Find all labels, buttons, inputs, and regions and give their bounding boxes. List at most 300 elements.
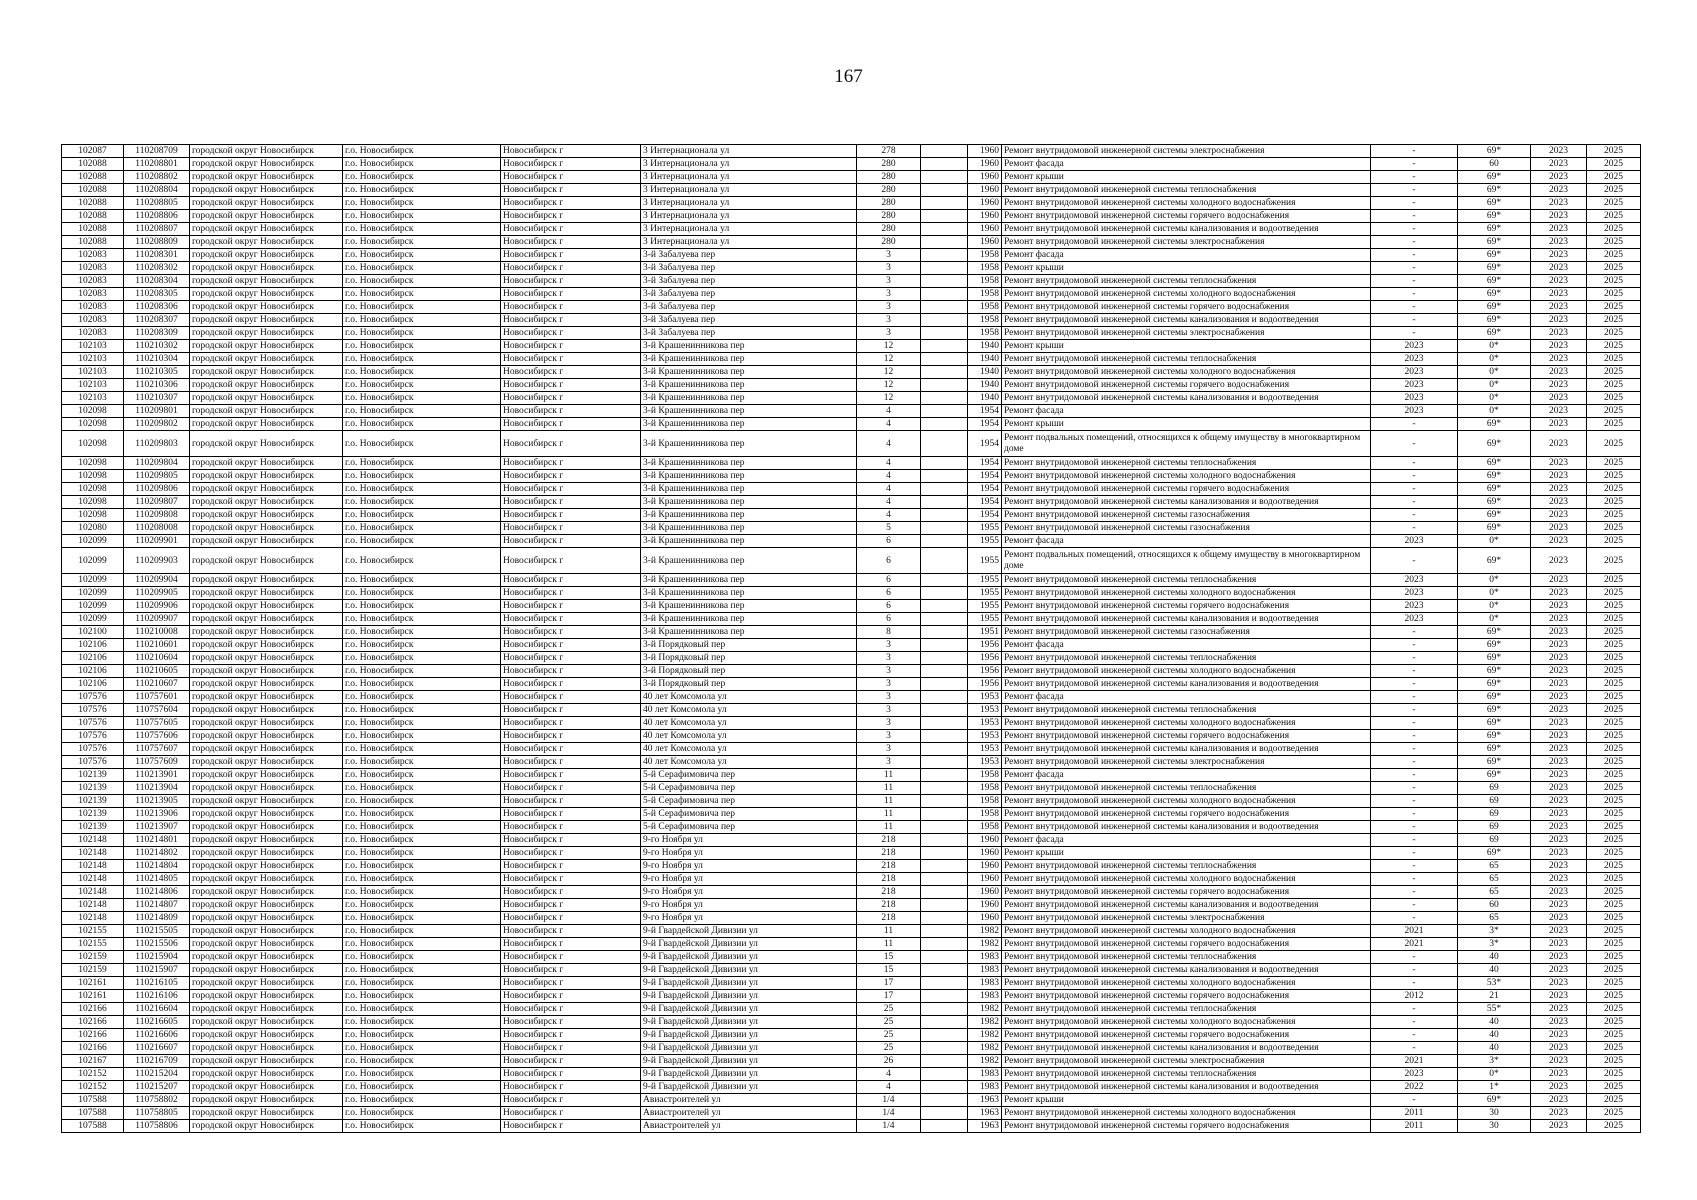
cell-house-number: 11 <box>857 769 921 782</box>
cell-building <box>921 210 968 223</box>
cell-plan-end-year: 2025 <box>1587 223 1641 236</box>
cell-work-type: Ремонт внутридомовой инженерной системы канализования и водоотведения <box>1002 1042 1371 1055</box>
cell-street: 9-й Гвардейской Дивизии ул <box>641 1042 857 1055</box>
cell-build-year: 1953 <box>968 691 1002 704</box>
cell-municipality: городской округ Новосибирск <box>190 197 343 210</box>
cell-work-id: 110209808 <box>124 509 190 522</box>
cell-municipal-district: г.о. Новосибирск <box>343 574 501 587</box>
cell-house-id: 102099 <box>62 587 124 600</box>
cell-house-number: 11 <box>857 938 921 951</box>
cell-work-id: 110208307 <box>124 314 190 327</box>
cell-wear-percent: 69* <box>1458 431 1531 457</box>
table-row <box>62 301 1641 314</box>
cell-locality: Новосибирск г <box>501 158 641 171</box>
cell-locality: Новосибирск г <box>501 652 641 665</box>
cell-street: 5-й Серафимовича пер <box>641 782 857 795</box>
cell-house-id: 107576 <box>62 717 124 730</box>
cell-work-type: Ремонт внутридомовой инженерной системы холодного водоснабжения <box>1002 977 1371 990</box>
cell-street: 3 Интернационала ул <box>641 210 857 223</box>
cell-municipal-district: г.о. Новосибирск <box>343 678 501 691</box>
cell-work-id: 110213904 <box>124 782 190 795</box>
table-row <box>62 457 1641 470</box>
cell-last-repair-year: - <box>1371 301 1458 314</box>
cell-work-id: 110208301 <box>124 249 190 262</box>
cell-municipality: городской округ Новосибирск <box>190 821 343 834</box>
cell-last-repair-year: - <box>1371 1016 1458 1029</box>
cell-work-type: Ремонт внутридомовой инженерной системы теплоснабжения <box>1002 353 1371 366</box>
cell-wear-percent: 0* <box>1458 535 1531 548</box>
cell-house-number: 3 <box>857 275 921 288</box>
cell-locality: Новосибирск г <box>501 249 641 262</box>
cell-plan-end-year: 2025 <box>1587 990 1641 1003</box>
cell-plan-end-year: 2025 <box>1587 1029 1641 1042</box>
cell-building <box>921 483 968 496</box>
cell-municipality: городской округ Новосибирск <box>190 912 343 925</box>
cell-municipality: городской округ Новосибирск <box>190 262 343 275</box>
cell-last-repair-year: - <box>1371 236 1458 249</box>
cell-plan-start-year: 2023 <box>1531 795 1587 808</box>
cell-wear-percent: 69* <box>1458 496 1531 509</box>
cell-house-number: 218 <box>857 899 921 912</box>
cell-municipality: городской округ Новосибирск <box>190 639 343 652</box>
cell-build-year: 1958 <box>968 795 1002 808</box>
cell-build-year: 1960 <box>968 223 1002 236</box>
cell-build-year: 1958 <box>968 769 1002 782</box>
cell-wear-percent: 30 <box>1458 1120 1531 1133</box>
cell-locality: Новосибирск г <box>501 1068 641 1081</box>
table-row <box>62 639 1641 652</box>
cell-work-type: Ремонт крыши <box>1002 340 1371 353</box>
cell-plan-end-year: 2025 <box>1587 210 1641 223</box>
cell-house-number: 3 <box>857 756 921 769</box>
cell-street: 3-й Крашенинникова пер <box>641 587 857 600</box>
cell-work-id: 110216606 <box>124 1029 190 1042</box>
cell-plan-start-year: 2023 <box>1531 1055 1587 1068</box>
cell-building <box>921 509 968 522</box>
cell-locality: Новосибирск г <box>501 236 641 249</box>
cell-municipality: городской округ Новосибирск <box>190 431 343 457</box>
cell-wear-percent: 69 <box>1458 808 1531 821</box>
cell-locality: Новосибирск г <box>501 262 641 275</box>
cell-house-id: 102099 <box>62 535 124 548</box>
cell-work-type: Ремонт внутридомовой инженерной системы горячего водоснабжения <box>1002 379 1371 392</box>
table-row <box>62 405 1641 418</box>
cell-work-id: 110214801 <box>124 834 190 847</box>
cell-municipal-district: г.о. Новосибирск <box>343 405 501 418</box>
cell-house-id: 102103 <box>62 379 124 392</box>
cell-work-id: 110209805 <box>124 470 190 483</box>
cell-municipal-district: г.о. Новосибирск <box>343 808 501 821</box>
cell-house-id: 102088 <box>62 171 124 184</box>
cell-build-year: 1983 <box>968 964 1002 977</box>
cell-wear-percent: 69* <box>1458 184 1531 197</box>
cell-build-year: 1982 <box>968 925 1002 938</box>
cell-municipality: городской округ Новосибирск <box>190 405 343 418</box>
cell-building <box>921 626 968 639</box>
cell-plan-end-year: 2025 <box>1587 158 1641 171</box>
cell-work-id: 110216604 <box>124 1003 190 1016</box>
cell-municipal-district: г.о. Новосибирск <box>343 834 501 847</box>
cell-last-repair-year: - <box>1371 795 1458 808</box>
cell-house-id: 102098 <box>62 418 124 431</box>
cell-house-number: 280 <box>857 197 921 210</box>
cell-house-id: 102148 <box>62 886 124 899</box>
cell-municipal-district: г.о. Новосибирск <box>343 145 501 158</box>
cell-house-number: 12 <box>857 379 921 392</box>
cell-work-type: Ремонт внутридомовой инженерной системы теплоснабжения <box>1002 652 1371 665</box>
cell-plan-start-year: 2023 <box>1531 1094 1587 1107</box>
cell-wear-percent: 69* <box>1458 197 1531 210</box>
cell-street: 3-й Крашенинникова пер <box>641 496 857 509</box>
cell-build-year: 1956 <box>968 665 1002 678</box>
cell-locality: Новосибирск г <box>501 899 641 912</box>
cell-plan-start-year: 2023 <box>1531 808 1587 821</box>
cell-plan-start-year: 2023 <box>1531 743 1587 756</box>
cell-plan-end-year: 2025 <box>1587 665 1641 678</box>
cell-plan-end-year: 2025 <box>1587 743 1641 756</box>
cell-house-id: 102148 <box>62 912 124 925</box>
cell-plan-start-year: 2023 <box>1531 548 1587 574</box>
cell-house-number: 6 <box>857 600 921 613</box>
cell-street: Авиастроителей ул <box>641 1107 857 1120</box>
cell-municipality: городской округ Новосибирск <box>190 938 343 951</box>
cell-street: 3-й Крашенинникова пер <box>641 535 857 548</box>
cell-municipality: городской округ Новосибирск <box>190 860 343 873</box>
cell-building <box>921 171 968 184</box>
cell-street: 3-й Крашенинникова пер <box>641 509 857 522</box>
cell-building <box>921 769 968 782</box>
cell-plan-start-year: 2023 <box>1531 652 1587 665</box>
table-row <box>62 548 1641 574</box>
cell-locality: Новосибирск г <box>501 353 641 366</box>
cell-house-id: 102088 <box>62 158 124 171</box>
cell-municipal-district: г.о. Новосибирск <box>343 691 501 704</box>
cell-last-repair-year: 2023 <box>1371 600 1458 613</box>
cell-work-id: 110208807 <box>124 223 190 236</box>
cell-house-number: 17 <box>857 977 921 990</box>
table-row <box>62 496 1641 509</box>
cell-street: 9-й Гвардейской Дивизии ул <box>641 1029 857 1042</box>
cell-wear-percent: 40 <box>1458 1029 1531 1042</box>
cell-build-year: 1954 <box>968 509 1002 522</box>
cell-wear-percent: 69* <box>1458 691 1531 704</box>
cell-street: 40 лет Комсомола ул <box>641 730 857 743</box>
cell-street: 3-й Крашенинникова пер <box>641 626 857 639</box>
cell-street: 9-го Ноября ул <box>641 899 857 912</box>
cell-last-repair-year: 2023 <box>1371 535 1458 548</box>
cell-building <box>921 418 968 431</box>
cell-locality: Новосибирск г <box>501 873 641 886</box>
cell-street: 9-й Гвардейской Дивизии ул <box>641 977 857 990</box>
cell-building <box>921 1094 968 1107</box>
cell-house-id: 102166 <box>62 1042 124 1055</box>
cell-plan-end-year: 2025 <box>1587 327 1641 340</box>
cell-work-type: Ремонт внутридомовой инженерной системы канализования и водоотведения <box>1002 678 1371 691</box>
cell-wear-percent: 40 <box>1458 964 1531 977</box>
cell-plan-end-year: 2025 <box>1587 704 1641 717</box>
cell-municipal-district: г.о. Новосибирск <box>343 210 501 223</box>
cell-work-type: Ремонт внутридомовой инженерной системы теплоснабжения <box>1002 275 1371 288</box>
cell-plan-end-year: 2025 <box>1587 717 1641 730</box>
cell-build-year: 1982 <box>968 1029 1002 1042</box>
cell-build-year: 1954 <box>968 483 1002 496</box>
cell-build-year: 1960 <box>968 847 1002 860</box>
cell-street: 9-й Гвардейской Дивизии ул <box>641 925 857 938</box>
cell-house-id: 102139 <box>62 808 124 821</box>
cell-work-id: 110209803 <box>124 431 190 457</box>
cell-municipality: городской округ Новосибирск <box>190 249 343 262</box>
cell-house-number: 25 <box>857 1003 921 1016</box>
cell-locality: Новосибирск г <box>501 821 641 834</box>
cell-municipality: городской округ Новосибирск <box>190 808 343 821</box>
table-row <box>62 691 1641 704</box>
cell-work-id: 110757607 <box>124 743 190 756</box>
table-row <box>62 366 1641 379</box>
cell-last-repair-year: - <box>1371 951 1458 964</box>
cell-wear-percent: 3* <box>1458 925 1531 938</box>
cell-house-number: 4 <box>857 483 921 496</box>
cell-last-repair-year: - <box>1371 522 1458 535</box>
cell-work-type: Ремонт внутридомовой инженерной системы холодного водоснабжения <box>1002 288 1371 301</box>
cell-wear-percent: 0* <box>1458 340 1531 353</box>
cell-build-year: 1958 <box>968 314 1002 327</box>
cell-locality: Новосибирск г <box>501 548 641 574</box>
cell-locality: Новосибирск г <box>501 145 641 158</box>
cell-house-id: 102088 <box>62 223 124 236</box>
cell-street: 3-й Крашенинникова пер <box>641 457 857 470</box>
cell-wear-percent: 40 <box>1458 1016 1531 1029</box>
cell-house-number: 6 <box>857 587 921 600</box>
cell-house-id: 102139 <box>62 795 124 808</box>
cell-municipality: городской округ Новосибирск <box>190 522 343 535</box>
cell-wear-percent: 69 <box>1458 782 1531 795</box>
cell-wear-percent: 3* <box>1458 1055 1531 1068</box>
cell-municipal-district: г.о. Новосибирск <box>343 756 501 769</box>
cell-build-year: 1940 <box>968 366 1002 379</box>
cell-municipal-district: г.о. Новосибирск <box>343 262 501 275</box>
cell-plan-end-year: 2025 <box>1587 288 1641 301</box>
cell-locality: Новосибирск г <box>501 496 641 509</box>
cell-work-id: 110208809 <box>124 236 190 249</box>
cell-work-type: Ремонт внутридомовой инженерной системы электроснабжения <box>1002 236 1371 249</box>
cell-municipal-district: г.о. Новосибирск <box>343 535 501 548</box>
cell-house-id: 102161 <box>62 977 124 990</box>
cell-work-type: Ремонт внутридомовой инженерной системы горячего водоснабжения <box>1002 483 1371 496</box>
cell-house-id: 102148 <box>62 847 124 860</box>
cell-municipal-district: г.о. Новосибирск <box>343 1016 501 1029</box>
cell-last-repair-year: 2023 <box>1371 587 1458 600</box>
cell-wear-percent: 0* <box>1458 366 1531 379</box>
cell-municipality: городской округ Новосибирск <box>190 470 343 483</box>
cell-building <box>921 470 968 483</box>
table-row <box>62 236 1641 249</box>
cell-locality: Новосибирск г <box>501 925 641 938</box>
cell-locality: Новосибирск г <box>501 431 641 457</box>
cell-municipality: городской округ Новосибирск <box>190 964 343 977</box>
cell-building <box>921 990 968 1003</box>
cell-plan-start-year: 2023 <box>1531 236 1587 249</box>
cell-plan-end-year: 2025 <box>1587 678 1641 691</box>
cell-house-number: 4 <box>857 457 921 470</box>
cell-house-number: 1/4 <box>857 1094 921 1107</box>
cell-house-id: 102152 <box>62 1081 124 1094</box>
cell-building <box>921 405 968 418</box>
cell-build-year: 1953 <box>968 717 1002 730</box>
cell-house-id: 107588 <box>62 1094 124 1107</box>
cell-street: 3-й Забалуева пер <box>641 249 857 262</box>
cell-house-number: 280 <box>857 236 921 249</box>
cell-plan-start-year: 2023 <box>1531 782 1587 795</box>
table-row <box>62 938 1641 951</box>
cell-locality: Новосибирск г <box>501 405 641 418</box>
cell-building <box>921 275 968 288</box>
cell-work-id: 110210601 <box>124 639 190 652</box>
cell-street: 9-й Гвардейской Дивизии ул <box>641 1055 857 1068</box>
cell-work-type: Ремонт крыши <box>1002 418 1371 431</box>
cell-house-id: 102106 <box>62 652 124 665</box>
cell-municipality: городской округ Новосибирск <box>190 626 343 639</box>
cell-plan-end-year: 2025 <box>1587 405 1641 418</box>
cell-work-type: Ремонт внутридомовой инженерной системы горячего водоснабжения <box>1002 990 1371 1003</box>
cell-work-id: 110208709 <box>124 145 190 158</box>
table-row <box>62 288 1641 301</box>
cell-house-id: 102083 <box>62 262 124 275</box>
cell-wear-percent: 69* <box>1458 249 1531 262</box>
cell-street: 3-й Крашенинникова пер <box>641 366 857 379</box>
cell-work-id: 110216105 <box>124 977 190 990</box>
cell-house-id: 102152 <box>62 1068 124 1081</box>
cell-municipality: городской округ Новосибирск <box>190 847 343 860</box>
cell-building <box>921 925 968 938</box>
cell-building <box>921 587 968 600</box>
cell-street: 5-й Серафимовича пер <box>641 821 857 834</box>
cell-locality: Новосибирск г <box>501 1107 641 1120</box>
cell-work-type: Ремонт внутридомовой инженерной системы теплоснабжения <box>1002 704 1371 717</box>
cell-plan-start-year: 2023 <box>1531 1107 1587 1120</box>
cell-street: 3-й Крашенинникова пер <box>641 548 857 574</box>
cell-house-number: 218 <box>857 873 921 886</box>
cell-building <box>921 600 968 613</box>
cell-street: 3-й Крашенинникова пер <box>641 522 857 535</box>
cell-house-id: 102106 <box>62 678 124 691</box>
cell-locality: Новосибирск г <box>501 977 641 990</box>
cell-last-repair-year: - <box>1371 327 1458 340</box>
cell-last-repair-year: 2022 <box>1371 1081 1458 1094</box>
cell-work-id: 110209901 <box>124 535 190 548</box>
cell-house-id: 107576 <box>62 730 124 743</box>
table-row <box>62 483 1641 496</box>
cell-build-year: 1954 <box>968 418 1002 431</box>
cell-work-id: 110215506 <box>124 938 190 951</box>
cell-building <box>921 548 968 574</box>
cell-plan-start-year: 2023 <box>1531 353 1587 366</box>
cell-municipal-district: г.о. Новосибирск <box>343 1003 501 1016</box>
cell-plan-end-year: 2025 <box>1587 574 1641 587</box>
cell-building <box>921 873 968 886</box>
cell-locality: Новосибирск г <box>501 1042 641 1055</box>
cell-work-type: Ремонт внутридомовой инженерной системы канализования и водоотведения <box>1002 743 1371 756</box>
cell-house-id: 102098 <box>62 405 124 418</box>
cell-building <box>921 1055 968 1068</box>
cell-build-year: 1960 <box>968 860 1002 873</box>
cell-house-id: 102088 <box>62 210 124 223</box>
cell-house-id: 102099 <box>62 613 124 626</box>
cell-plan-end-year: 2025 <box>1587 249 1641 262</box>
cell-municipality: городской округ Новосибирск <box>190 392 343 405</box>
cell-wear-percent: 60 <box>1458 158 1531 171</box>
cell-last-repair-year: - <box>1371 652 1458 665</box>
cell-municipality: городской округ Новосибирск <box>190 600 343 613</box>
cell-municipal-district: г.о. Новосибирск <box>343 587 501 600</box>
cell-municipal-district: г.о. Новосибирск <box>343 340 501 353</box>
cell-build-year: 1953 <box>968 756 1002 769</box>
table-row <box>62 834 1641 847</box>
cell-last-repair-year: - <box>1371 717 1458 730</box>
cell-work-type: Ремонт внутридомовой инженерной системы электроснабжения <box>1002 756 1371 769</box>
cell-house-number: 3 <box>857 652 921 665</box>
cell-wear-percent: 69 <box>1458 795 1531 808</box>
cell-work-type: Ремонт внутридомовой инженерной системы теплоснабжения <box>1002 860 1371 873</box>
cell-municipal-district: г.о. Новосибирск <box>343 236 501 249</box>
cell-plan-end-year: 2025 <box>1587 847 1641 860</box>
cell-last-repair-year: - <box>1371 184 1458 197</box>
cell-building <box>921 717 968 730</box>
cell-municipality: городской округ Новосибирск <box>190 925 343 938</box>
cell-building <box>921 899 968 912</box>
cell-municipal-district: г.о. Новосибирск <box>343 353 501 366</box>
cell-street: 9-й Гвардейской Дивизии ул <box>641 1016 857 1029</box>
cell-work-type: Ремонт внутридомовой инженерной системы теплоснабжения <box>1002 457 1371 470</box>
cell-house-id: 102155 <box>62 925 124 938</box>
cell-work-id: 110214805 <box>124 873 190 886</box>
cell-work-type: Ремонт внутридомовой инженерной системы канализования и водоотведения <box>1002 613 1371 626</box>
cell-house-id: 107576 <box>62 743 124 756</box>
cell-work-id: 110209905 <box>124 587 190 600</box>
cell-house-id: 107576 <box>62 691 124 704</box>
cell-house-number: 8 <box>857 626 921 639</box>
cell-wear-percent: 69* <box>1458 210 1531 223</box>
cell-house-number: 3 <box>857 327 921 340</box>
cell-street: 3-й Забалуева пер <box>641 275 857 288</box>
cell-last-repair-year: - <box>1371 977 1458 990</box>
cell-build-year: 1940 <box>968 340 1002 353</box>
cell-house-number: 6 <box>857 548 921 574</box>
cell-building <box>921 496 968 509</box>
cell-wear-percent: 69* <box>1458 288 1531 301</box>
cell-work-id: 110214802 <box>124 847 190 860</box>
cell-wear-percent: 69* <box>1458 626 1531 639</box>
cell-work-id: 110215207 <box>124 1081 190 1094</box>
cell-work-id: 110210605 <box>124 665 190 678</box>
cell-plan-end-year: 2025 <box>1587 522 1641 535</box>
cell-municipal-district: г.о. Новосибирск <box>343 1042 501 1055</box>
cell-house-number: 6 <box>857 574 921 587</box>
cell-last-repair-year: - <box>1371 145 1458 158</box>
cell-plan-end-year: 2025 <box>1587 600 1641 613</box>
cell-build-year: 1958 <box>968 301 1002 314</box>
cell-plan-start-year: 2023 <box>1531 340 1587 353</box>
cell-last-repair-year: - <box>1371 756 1458 769</box>
cell-locality: Новосибирск г <box>501 1094 641 1107</box>
table-row <box>62 574 1641 587</box>
cell-house-number: 4 <box>857 1068 921 1081</box>
cell-municipality: городской округ Новосибирск <box>190 145 343 158</box>
cell-last-repair-year: - <box>1371 1042 1458 1055</box>
cell-plan-start-year: 2023 <box>1531 197 1587 210</box>
cell-wear-percent: 0* <box>1458 379 1531 392</box>
cell-building <box>921 184 968 197</box>
cell-work-id: 110757606 <box>124 730 190 743</box>
